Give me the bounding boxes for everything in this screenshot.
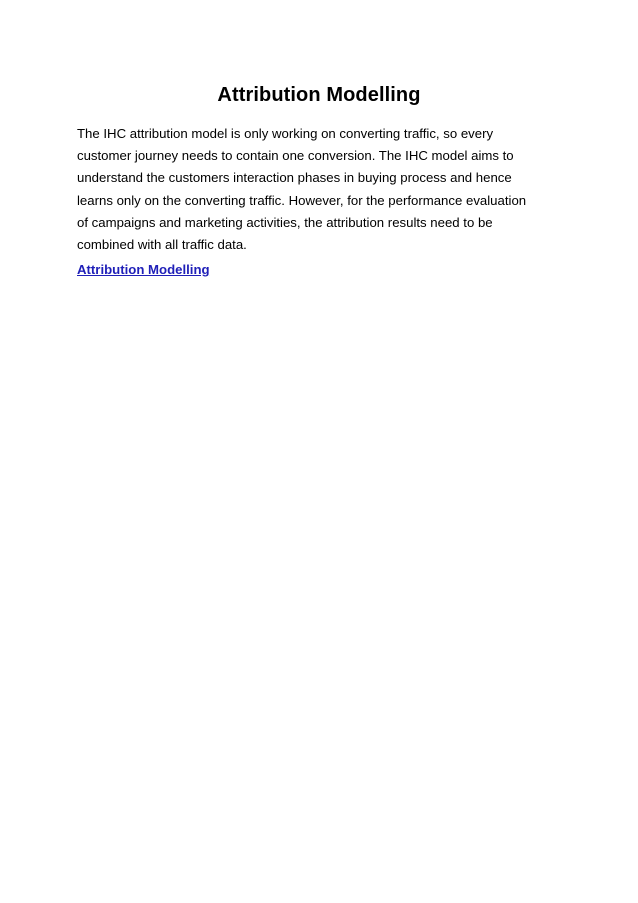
paragraph-line: The IHC attribution model is only working on converting traffic, so every [77, 126, 494, 141]
paragraph-line: learns only on the converting traffic. However, for the performance evaluation [77, 192, 527, 208]
paragraph-line: understand the customers interaction phases in buying process and hence [77, 170, 512, 186]
paragraph-line: combined with all traffic data. [77, 237, 247, 253]
paragraph-line: customer journey needs to contain one conversion. The IHC model aims to [77, 148, 514, 164]
body-paragraph [77, 123, 567, 256]
paragraph-line: of campaigns and marketing activities, the attribution results need to be [77, 214, 493, 230]
page-title: Attribution Modelling [217, 84, 421, 106]
attribution-modelling-link[interactable]: Attribution Modelling [77, 262, 210, 277]
